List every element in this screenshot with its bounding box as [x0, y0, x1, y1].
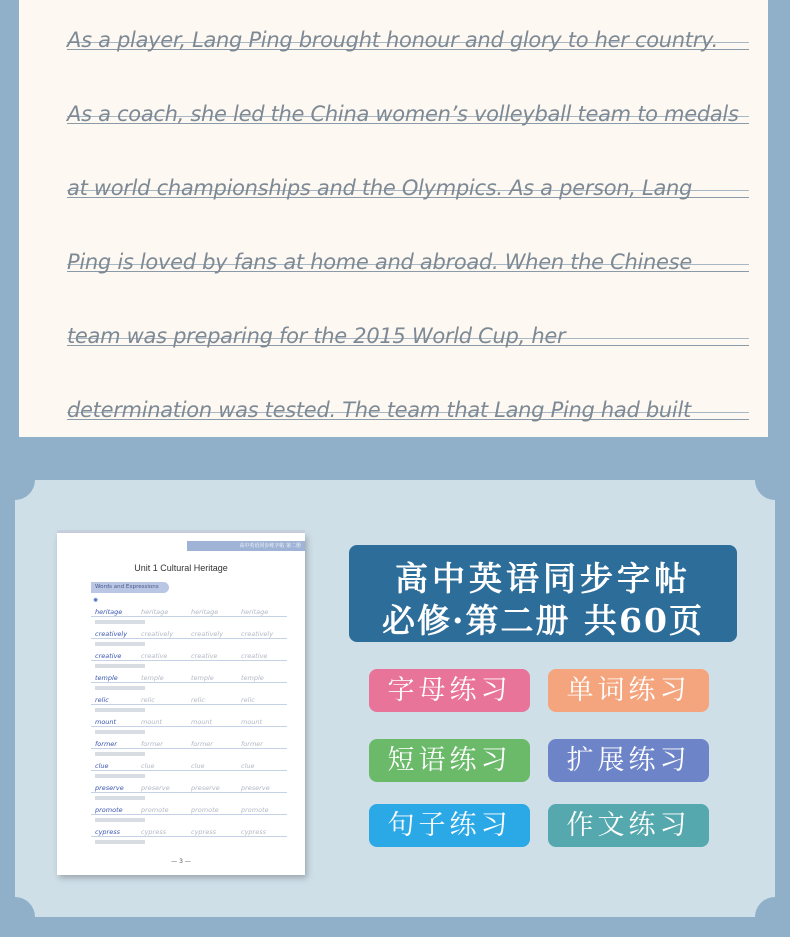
word-trace: clue — [141, 762, 155, 770]
word-trace: cypress — [241, 828, 266, 836]
handwriting-line — [67, 324, 749, 346]
word-trace: mount — [141, 718, 163, 726]
word-trace: former — [141, 740, 163, 748]
word-row — [91, 651, 287, 661]
panel-corner-notch — [0, 897, 35, 937]
handwriting-line — [67, 250, 749, 272]
product-title-banner — [349, 545, 737, 642]
word: temple — [95, 674, 118, 682]
book-page-preview — [57, 533, 305, 875]
word-trace: promote — [241, 806, 269, 814]
word: creative — [95, 652, 122, 660]
word-trace: creatively — [191, 630, 224, 638]
word: relic — [95, 696, 109, 704]
handwriting-text: As a coach, she led the China women’s volleyball team to medals — [67, 102, 739, 126]
word-trace: creative — [191, 652, 218, 660]
word-definition — [95, 708, 145, 712]
word-definition — [95, 840, 145, 844]
word: cypress — [95, 828, 120, 836]
word-definition — [95, 642, 145, 646]
book-header: 高中英语同步练字帖 第二册 — [187, 541, 305, 551]
word-row — [91, 783, 287, 793]
word-trace: temple — [191, 674, 214, 682]
word-trace: cypress — [191, 828, 216, 836]
word-definition — [95, 796, 145, 800]
word-trace: former — [241, 740, 263, 748]
page-number: — 3 — — [171, 858, 191, 865]
word-row — [91, 607, 287, 617]
word-trace: temple — [241, 674, 264, 682]
word-definition — [95, 730, 145, 734]
practice-tag-sentences: 句子练习 — [369, 804, 530, 847]
word-trace: creative — [141, 652, 168, 660]
word-definition — [95, 620, 145, 624]
word-trace: creatively — [141, 630, 174, 638]
practice-tag-phrases: 短语练习 — [369, 739, 530, 782]
handwriting-text: at world championships and the Olympics. As a person, Lang — [67, 176, 693, 200]
banner-title: 高中英语同步字帖 — [395, 559, 691, 598]
word-row — [91, 695, 287, 705]
handwriting-text: determination was tested. The team that Lang Ping had built — [67, 398, 691, 422]
panel-corner-notch — [755, 897, 790, 937]
word-definition — [95, 752, 145, 756]
word-row — [91, 673, 287, 683]
panel-corner-notch — [755, 460, 790, 500]
handwriting-text: team was preparing for the 2015 World Cup, her — [67, 324, 566, 348]
word-trace: relic — [191, 696, 205, 704]
practice-tag-extension: 扩展练习 — [548, 739, 709, 782]
word-definition — [95, 664, 145, 668]
handwriting-line — [67, 176, 749, 198]
word-trace: clue — [241, 762, 255, 770]
word-row — [91, 761, 287, 771]
word-row — [91, 827, 287, 837]
handwriting-line — [67, 102, 749, 124]
word-trace: preserve — [141, 784, 170, 792]
word-row — [91, 805, 287, 815]
word-trace: preserve — [191, 784, 220, 792]
handwriting-line — [67, 398, 749, 420]
word-trace: creatively — [241, 630, 274, 638]
panel-corner-notch — [0, 460, 35, 500]
word-trace: creative — [241, 652, 268, 660]
word: clue — [95, 762, 109, 770]
word-trace: cypress — [141, 828, 166, 836]
word-trace: promote — [141, 806, 169, 814]
practice-tag-composition: 作文练习 — [548, 804, 709, 847]
word-trace: relic — [241, 696, 255, 704]
book-unit-title: Unit 1 Cultural Heritage — [134, 563, 228, 573]
handwriting-text: Ping is loved by fans at home and abroad. When the Chinese — [67, 250, 692, 274]
word-trace: relic — [141, 696, 155, 704]
word-trace: mount — [191, 718, 213, 726]
word-trace: heritage — [191, 608, 219, 616]
word-row — [91, 629, 287, 639]
practice-tag-words: 单词练习 — [548, 669, 709, 712]
word-trace: temple — [141, 674, 164, 682]
banner-subtitle: 必修·第二册 共60页 — [382, 601, 704, 640]
word-trace: preserve — [241, 784, 270, 792]
word: preserve — [95, 784, 124, 792]
word-definition — [95, 774, 145, 778]
word: former — [95, 740, 117, 748]
handwriting-sample-panel — [19, 0, 768, 437]
word-definition — [95, 818, 145, 822]
word-trace: heritage — [141, 608, 169, 616]
word: mount — [95, 718, 117, 726]
word-trace: former — [191, 740, 213, 748]
handwriting-line — [67, 28, 749, 50]
word-trace: clue — [191, 762, 205, 770]
practice-tag-letters: 字母练习 — [369, 669, 530, 712]
word-trace: heritage — [241, 608, 269, 616]
word-definition — [95, 686, 145, 690]
word-trace: promote — [191, 806, 219, 814]
sun-icon: ✺ — [93, 597, 99, 604]
word: creatively — [95, 630, 128, 638]
handwriting-text: As a player, Lang Ping brought honour and glory to her country. — [67, 28, 718, 52]
word-trace: mount — [241, 718, 263, 726]
word-row — [91, 739, 287, 749]
word-row — [91, 717, 287, 727]
word: heritage — [95, 608, 123, 616]
book-section-label: Words and Expressions — [91, 582, 169, 593]
word: promote — [95, 806, 123, 814]
